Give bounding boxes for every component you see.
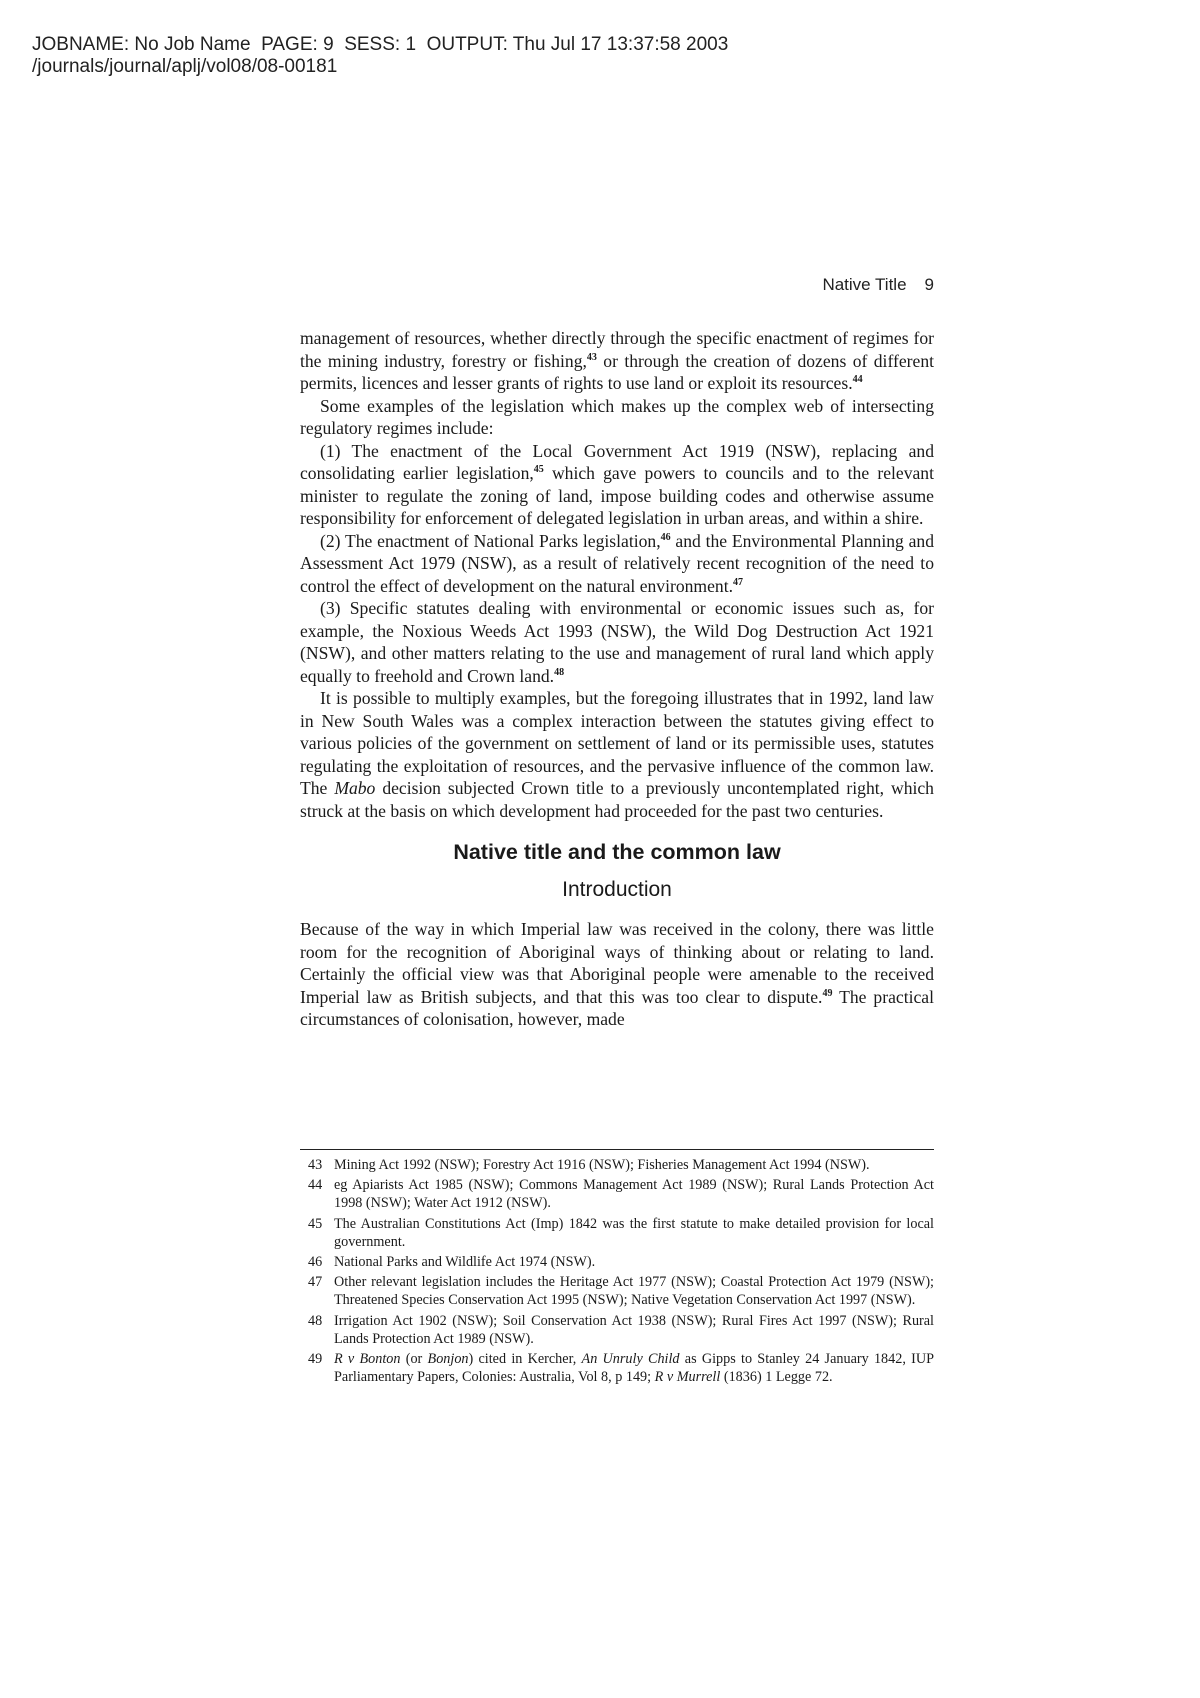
footnote-ref[interactable]: 48: [554, 666, 565, 678]
running-head: [300, 275, 934, 295]
body-text: [300, 327, 934, 1031]
footnote-number: 45: [308, 1215, 323, 1232]
text-run: (2) The enactment of National Parks legislation,: [320, 530, 661, 551]
list-item: [300, 597, 934, 687]
text-run: (1) The enactment of the Local Government Act 1919 (NSW), replacing and consolidating earlier legislation,: [300, 440, 934, 483]
footnote-text: Irrigation Act 1902 (NSW); Soil Conservation Act 1938 (NSW); Rural Fires Act 1997 (NSW); Rural Lands Protection Act 1989 (NSW).: [334, 1312, 934, 1347]
footnote: [300, 1312, 934, 1348]
book-title: An Unruly Child: [581, 1351, 680, 1368]
text-run: (3) Specific statutes dealing with environmental or economic issues such as, for example, the Noxious Weeds Act 1993 (NSW), the Wild Dog Destruction Act 1921 (NSW), and other matters relating to the use and management of rural land which apply equally to freehold and Crown land.: [300, 598, 934, 686]
footnotes: [300, 1156, 934, 1388]
text-run: (or: [400, 1351, 428, 1368]
paragraph: [300, 687, 934, 822]
text-run: The practical circumstances of colonisation, however, made: [300, 986, 934, 1029]
section-heading: Native title and the common law: [453, 840, 781, 864]
footnote: [300, 1273, 934, 1309]
footnote-text: National Parks and Wildlife Act 1974 (NSW).: [334, 1254, 596, 1271]
case-name: R v Murrell: [654, 1369, 721, 1386]
footnote-ref[interactable]: 47: [733, 576, 744, 588]
footnote-text: [334, 1350, 934, 1386]
running-head-title: Native Title: [822, 275, 907, 294]
text-run: decision subjected Crown title to a previously uncontemplated right, which struck at the basis on which development had proceeded for the past two centuries.: [300, 778, 934, 821]
text-run: which gave powers to councils and to the relevant minister to regulate the zoning of land, impose building codes and otherwise assume responsibility for enforcement of delegated legislation in urban areas, and within a shire.: [300, 463, 934, 528]
list-item: [300, 530, 934, 598]
footnote-number: 48: [308, 1312, 323, 1329]
footnote: [300, 1215, 934, 1251]
case-name: Bonjon: [427, 1351, 469, 1368]
text-run: or through the creation of dozens of different permits, licences and lesser grants of rights to use land or exploit its resources.: [300, 350, 934, 393]
text-run: as Gipps to Stanley 24 January 1842, IUP Parliamentary Papers, Colonies: Australia, Vol 8, p 149;: [334, 1351, 934, 1386]
footnote-ref[interactable]: 44: [852, 374, 863, 386]
job-header: [32, 34, 728, 78]
footnote-ref[interactable]: 46: [660, 531, 671, 543]
footnote: [300, 1350, 934, 1386]
footnote-number: 43: [308, 1157, 323, 1173]
footnote-number: 44: [308, 1177, 323, 1194]
text-run: management of resources, whether directly through the specific enactment of regimes for the mining industry, forestry or fishing,: [300, 328, 934, 371]
footnote-ref[interactable]: 49: [822, 987, 833, 999]
footnote-number: 47: [308, 1274, 323, 1291]
footnote-number: 46: [308, 1254, 323, 1271]
list-item: [300, 440, 934, 530]
footnote: [300, 1176, 934, 1212]
paragraph: [300, 918, 934, 1031]
paragraph: Some examples of the legislation which makes up the complex web of intersecting regulatory regimes include:: [300, 395, 934, 438]
paragraph: [300, 327, 934, 395]
footnote-ref[interactable]: 43: [586, 351, 597, 363]
footnote-rule: [300, 1149, 934, 1150]
job-header-line-1: JOBNAME: No Job Name PAGE: 9 SESS: 1 OUTPUT: Thu Jul 17 13:37:58 2003: [32, 34, 729, 55]
footnote-ref[interactable]: 45: [533, 464, 544, 476]
footnote-text: eg Apiarists Act 1985 (NSW); Commons Management Act 1989 (NSW); Rural Lands Protection Act 1998 (NSW); Water Act 1912 (NSW).: [334, 1177, 934, 1212]
text-run: (1836) 1 Legge 72.: [720, 1369, 833, 1386]
case-name: Mabo: [334, 778, 376, 798]
footnote: [300, 1253, 934, 1271]
text-run: Because of the way in which Imperial law was received in the colony, there was little room for the recognition of Aboriginal ways of thinking about or relating to land. Certainly the official view was that Aboriginal people were amenable to the received Imperial law as British subjects, and that this was too clear to dispute.: [300, 919, 934, 1007]
text-run: ) cited in Kercher,: [468, 1351, 582, 1368]
job-header-line-2: /journals/journal/aplj/vol08/08-00181: [32, 56, 338, 77]
footnote: [300, 1156, 934, 1174]
text-run: and the Environmental Planning and Assessment Act 1979 (NSW), as a result of relatively recent recognition of the need to control the effect of development on the natural environment.: [300, 530, 934, 596]
footnote-number: 49: [308, 1351, 323, 1368]
text-run: It is possible to multiply examples, but the foregoing illustrates that in 1992, land law in New South Wales was a complex interaction between the statutes giving effect to various policies of the government on settlement of land or its permissible uses, statutes regulating the exploitation of resources, and the pervasive influence of the common law. The: [300, 688, 934, 798]
footnote-text: Mining Act 1992 (NSW); Forestry Act 1916 (NSW); Fisheries Management Act 1994 (NSW).: [334, 1157, 870, 1173]
footnote-text: Other relevant legislation includes the Heritage Act 1977 (NSW); Coastal Protection Act 1979 (NSW); Threatened Species Conservation Act 1995 (NSW); Native Vegetation Conservation Act 1997 (NSW).: [334, 1274, 934, 1309]
case-name: R v Bonton: [334, 1351, 401, 1368]
page-number: 9: [924, 275, 934, 294]
footnote-text: The Australian Constitutions Act (Imp) 1842 was the first statute to make detailed provision for local government.: [334, 1215, 934, 1250]
subsection-heading: Introduction: [562, 878, 672, 901]
